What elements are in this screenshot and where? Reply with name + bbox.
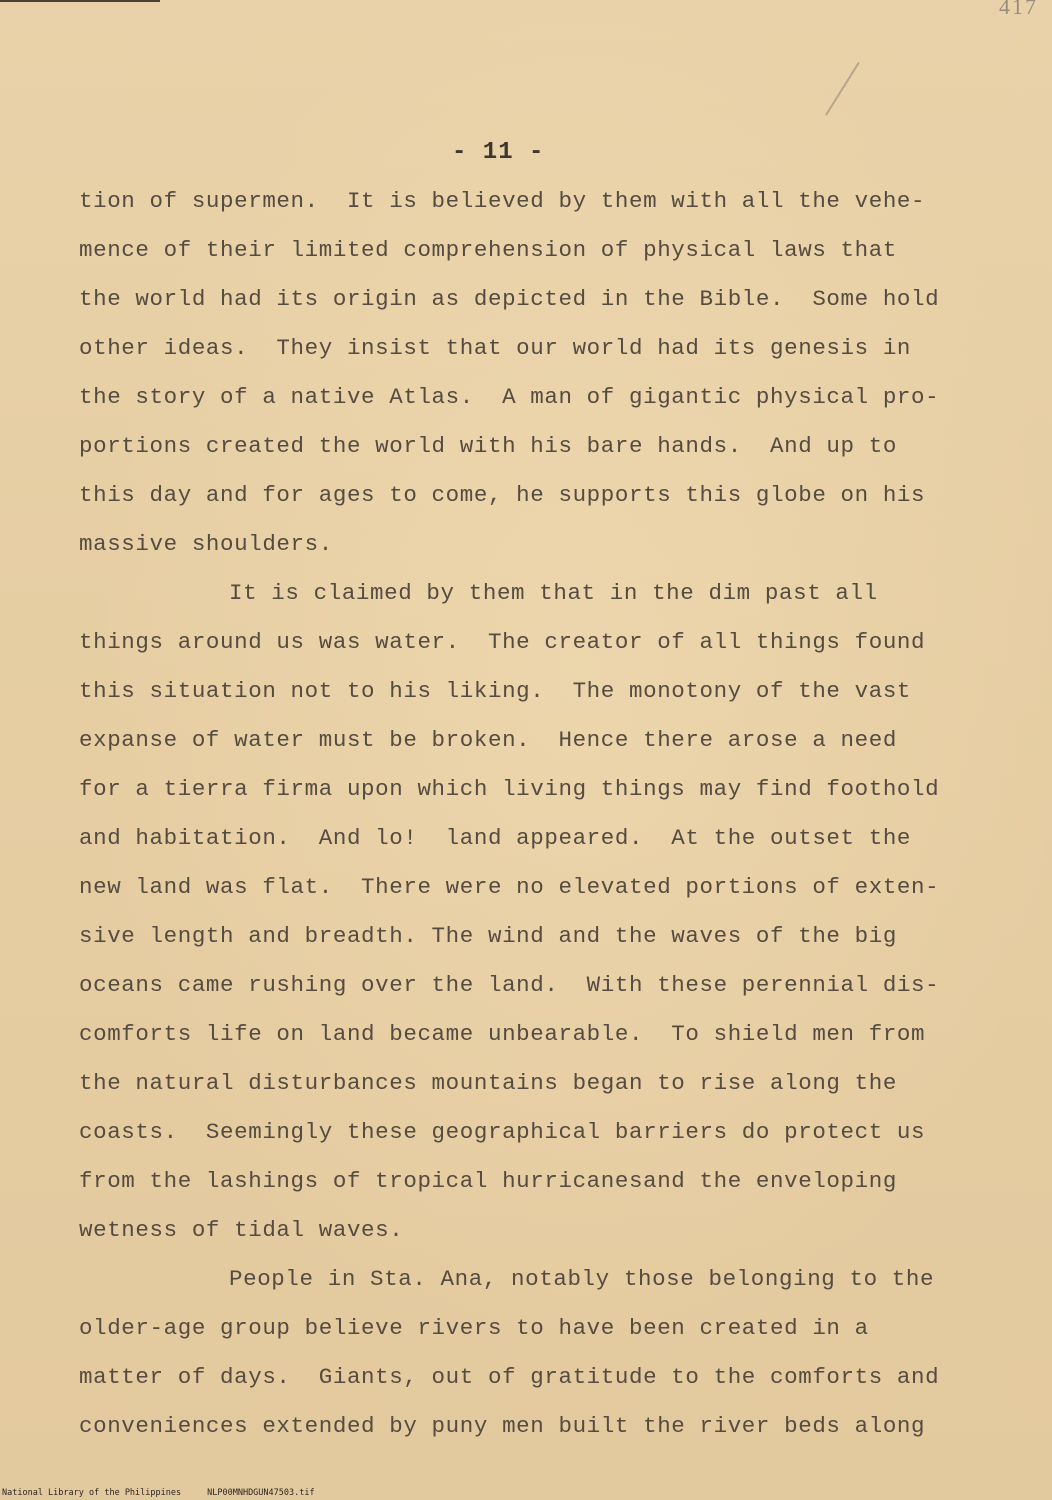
- corner-page-mark: 417: [999, 0, 1038, 19]
- text-line: oceans came rushing over the land. With these perennial dis-: [79, 972, 940, 998]
- text-line: the story of a native Atlas. A man of gigantic physical pro-: [79, 384, 940, 410]
- text-line: coasts. Seemingly these geographical barriers do protect us: [79, 1119, 926, 1145]
- page-number: - 11 -: [452, 139, 545, 166]
- top-edge-rule: [0, 0, 160, 2]
- text-line: for a tierra firma upon which living things may find foothold: [79, 776, 940, 802]
- scan-footer: [0, 1486, 1052, 1500]
- text-line: other ideas. They insist that our world had its genesis in: [79, 335, 912, 361]
- body-text: [79, 184, 979, 1458]
- text-line: matter of days. Giants, out of gratitude to the comforts and: [79, 1364, 940, 1390]
- pencil-mark: [825, 62, 860, 116]
- text-line: sive length and breadth. The wind and the waves of the big: [79, 923, 897, 949]
- text-line: mence of their limited comprehension of physical laws that: [79, 237, 897, 263]
- text-line: It is claimed by them that in the dim past all: [229, 580, 878, 606]
- text-line: things around us was water. The creator of all things found: [79, 629, 926, 655]
- paragraph-3: [79, 1262, 979, 1458]
- text-line: conveniences extended by puny men built the river beds along: [79, 1413, 926, 1439]
- library-credit: National Library of the Philippines: [2, 1488, 182, 1498]
- scan-filename: NLP00MNHDGUN47503.tif: [207, 1488, 315, 1498]
- text-line: new land was flat. There were no elevated portions of exten-: [79, 874, 940, 900]
- text-line: older-age group believe rivers to have been created in a: [79, 1315, 869, 1341]
- text-line: the natural disturbances mountains began to rise along the: [79, 1070, 897, 1096]
- text-line: the world had its origin as depicted in the Bible. Some hold: [79, 286, 940, 312]
- paragraph-2: [79, 576, 979, 1262]
- text-line: tion of supermen. It is believed by them with all the vehe-: [79, 188, 926, 214]
- text-line: wetness of tidal waves.: [79, 1217, 404, 1243]
- text-line: expanse of water must be broken. Hence there arose a need: [79, 727, 897, 753]
- text-line: comforts life on land became unbearable. To shield men from: [79, 1021, 926, 1047]
- text-line: this day and for ages to come, he supports this globe on his: [79, 482, 926, 508]
- paragraph-1: [79, 184, 979, 576]
- text-line: massive shoulders.: [79, 531, 333, 557]
- text-line: People in Sta. Ana, notably those belonging to the: [229, 1266, 935, 1292]
- text-line: this situation not to his liking. The monotony of the vast: [79, 678, 912, 704]
- text-line: from the lashings of tropical hurricanesand the enveloping: [79, 1168, 897, 1194]
- text-line: portions created the world with his bare hands. And up to: [79, 433, 897, 459]
- text-line: and habitation. And lo! land appeared. At the outset the: [79, 825, 912, 851]
